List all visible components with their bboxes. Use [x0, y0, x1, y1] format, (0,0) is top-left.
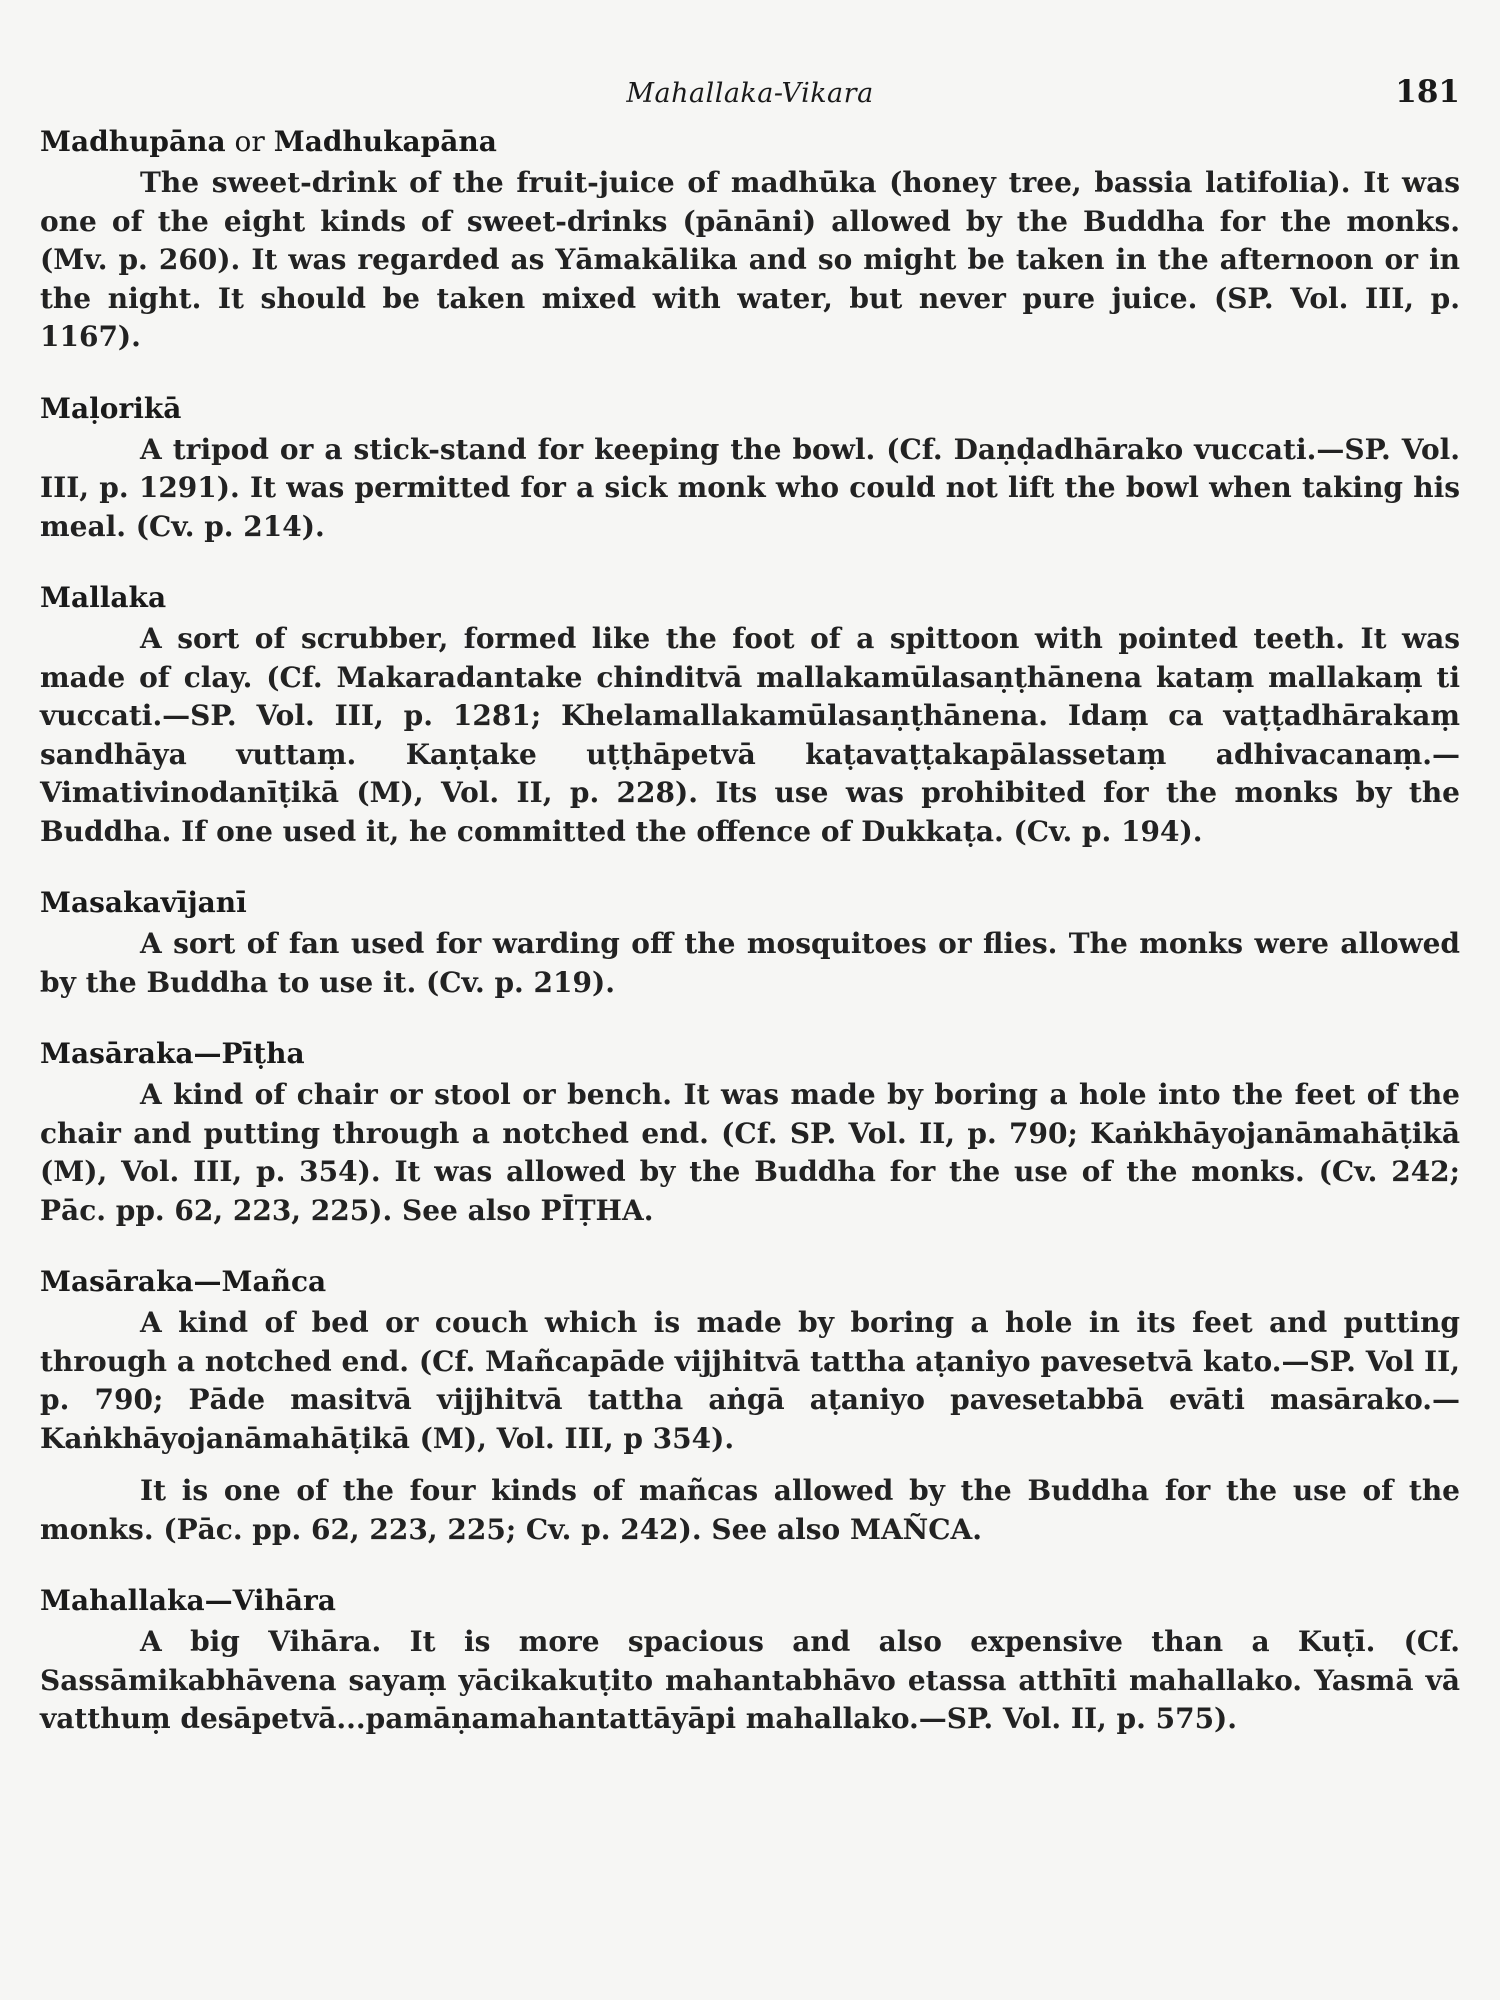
entry-mahallaka-vihara [40, 1583, 1460, 1739]
headword: Masāraka—Pīṭha [40, 1037, 305, 1070]
headword: Mallaka [40, 581, 167, 614]
definition-paragraph: A tripod or a stick-stand for keeping the bowl. (Cf. Daṇḍadhārako vuccati.—SP. Vol. III, p. 1291). It was permitted for a sick monk who could not lift the bowl when taking his meal. (Cv. p. 214). [40, 432, 1460, 543]
headword-primary: Madhupāna [40, 125, 226, 158]
running-header [40, 60, 1460, 120]
entry-madhupana [40, 124, 1460, 357]
entry-masaraka-manca [40, 1264, 1460, 1549]
headword-or: or [225, 125, 274, 158]
entry-masakavijani [40, 885, 1460, 1002]
headword [40, 124, 1460, 160]
page-number: 181 [1395, 74, 1460, 110]
definition-paragraph: A kind of bed or couch which is made by boring a hole in its feet and putting through a notched end. (Cf. Mañcapāde vijjhitvā tattha aṭaniyo pavesetvā kato.—SP. Vol II, p. 790; Pāde masitvā vijjhitvā tattha aṅgā aṭaniyo pavesetabbā evāti masārako.—Kaṅkhāyojanāmahāṭikā (M), Vol. III, p 354). [40, 1306, 1460, 1455]
running-title: Mahallaka-Vikara [626, 78, 874, 109]
definition-paragraph: A sort of fan used for warding off the mosquitoes or flies. The monks were allowed by the Buddha to use it. (Cv. p. 219). [40, 927, 1460, 999]
entry-mallaka [40, 580, 1460, 851]
dictionary-page [40, 60, 1460, 1960]
headword: Masāraka—Mañca [40, 1265, 327, 1298]
definition-paragraph: The sweet-drink of the fruit-juice of madhūka (honey tree, bassia latifolia). It was one of the eight kinds of sweet-drinks (pānāni) allowed by the Buddha for the monks. (Mv. p. 260). It was regarded as Yāmakālika and so might be taken in the afternoon or in the night. It should be taken mixed with water, but never pure juice. (SP. Vol. III, p. 1167). [40, 166, 1460, 353]
headword: Maḷorikā [40, 391, 182, 425]
definition-paragraph: It is one of the four kinds of mañcas allowed by the Buddha for the use of the monks. (Pāc. pp. 62, 223, 225; Cv. p. 242). See also MAÑCA. [40, 1474, 1460, 1546]
headword-variant: Madhukapāna [273, 125, 497, 158]
definition-paragraph: A sort of scrubber, formed like the foot of a spittoon with pointed teeth. It was made of clay. (Cf. Makaradantake chinditvā mallakamūlasaṇṭhānena kataṃ mallakaṃ ti vuccati.—SP. Vol. III, p. 1281; Khelamallakamūlasaṇṭhānena. Idaṃ ca vaṭṭadhārakaṃ sandhāya vuttaṃ. Kaṇṭake uṭṭhāpetvā kaṭavaṭṭakapālassetaṃ adhivacanaṃ.—Vimativinodanīṭikā (M), Vol. II, p. 228). Its use was prohibited for the monks by the Buddha. If one used it, he committed the offence of Dukkaṭa. (Cv. p. 194). [40, 622, 1460, 848]
entry-masaraka-pitha [40, 1036, 1460, 1230]
headword: Mahallaka—Vihāra [40, 1584, 336, 1617]
headword: Masakavījanī [40, 886, 247, 919]
definition-paragraph: A big Vihāra. It is more spacious and also expensive than a Kuṭī. (Cf. Sassāmikabhāvena sayaṃ yācikakuṭito mahantabhāvo etassa atthīti mahallako. Yasmā vā vatthuṃ desāpetvā...pamāṇamahantattāyāpi mahallako.—SP. Vol. II, p. 575). [40, 1625, 1460, 1735]
entry-malorika [40, 391, 1460, 547]
definition-paragraph: A kind of chair or stool or bench. It was made by boring a hole into the feet of the chair and putting through a notched end. (Cf. SP. Vol. II, p. 790; Kaṅkhāyojanāmahāṭikā (M), Vol. III, p. 354). It was allowed by the Buddha for the use of the monks. (Cv. 242; Pāc. pp. 62, 223, 225). See also PĪṬHA. [40, 1078, 1460, 1227]
